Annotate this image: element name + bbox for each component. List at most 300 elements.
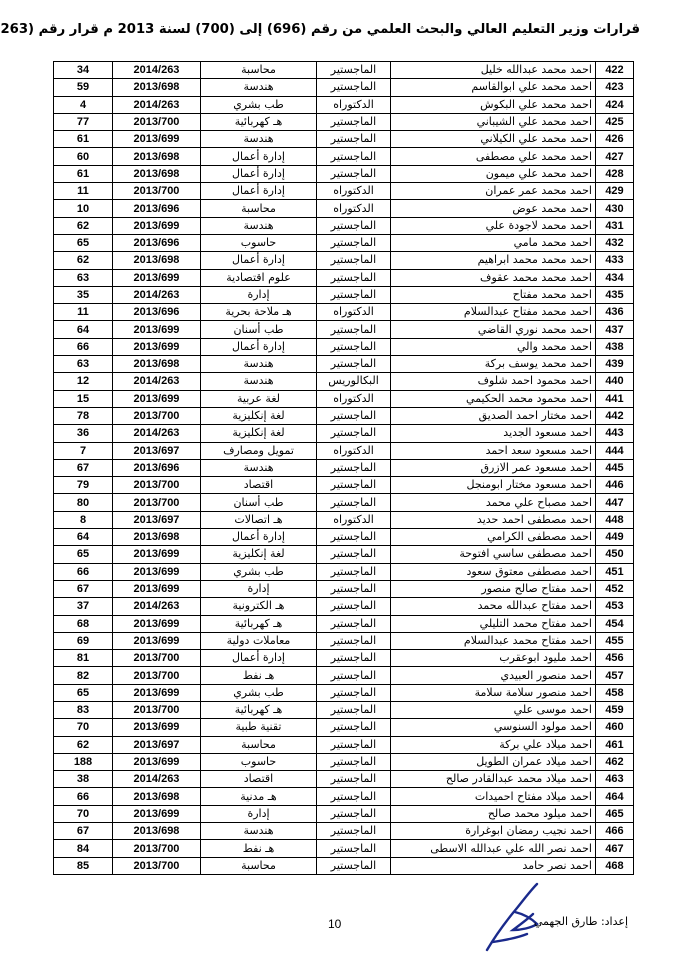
table-row (54, 788, 634, 805)
sequence-number-cell: 66 (54, 788, 113, 805)
table-row (54, 615, 634, 632)
row-number-cell: 448 (596, 511, 634, 528)
decision-number-cell: 2013/700 (113, 494, 201, 511)
student-name-cell: احمد محمد مفتاح (391, 286, 596, 303)
sequence-number-cell: 79 (54, 477, 113, 494)
table-row (54, 632, 634, 649)
specialization-cell: هندسة (201, 217, 317, 234)
degree-cell: الماجستير (317, 286, 391, 303)
sequence-number-cell: 34 (54, 62, 113, 79)
decision-number-cell: 2013/696 (113, 304, 201, 321)
student-name-cell: احمد محمد عمر عمران (391, 183, 596, 200)
specialization-cell: هندسة (201, 823, 317, 840)
specialization-cell: محاسبة (201, 736, 317, 753)
degree-cell: الماجستير (317, 840, 391, 857)
sequence-number-cell: 64 (54, 321, 113, 338)
student-name-cell: احمد ميلاد مفتاح احميدات (391, 788, 596, 805)
sequence-number-cell: 65 (54, 234, 113, 251)
table-row (54, 546, 634, 563)
degree-cell: الماجستير (317, 494, 391, 511)
degree-cell: الماجستير (317, 632, 391, 649)
table-row (54, 598, 634, 615)
degree-cell: الماجستير (317, 771, 391, 788)
row-number-cell: 446 (596, 477, 634, 494)
degree-cell: الدكتوراه (317, 96, 391, 113)
student-name-cell: احمد منصور العبيدي (391, 667, 596, 684)
student-name-cell: احمد محمد علي البكوش (391, 96, 596, 113)
degree-cell: الماجستير (317, 252, 391, 269)
row-number-cell: 452 (596, 580, 634, 597)
specialization-cell: هـ ملاحة بحرية (201, 304, 317, 321)
specialization-cell: هندسة (201, 79, 317, 96)
decision-number-cell: 2014/263 (113, 598, 201, 615)
row-number-cell: 464 (596, 788, 634, 805)
table-row (54, 252, 634, 269)
degree-cell: الماجستير (317, 650, 391, 667)
table-row (54, 269, 634, 286)
table-row (54, 753, 634, 770)
degree-cell: الدكتوراه (317, 442, 391, 459)
row-number-cell: 433 (596, 252, 634, 269)
specialization-cell: لغة إنكليزية (201, 425, 317, 442)
row-number-cell: 457 (596, 667, 634, 684)
degree-cell: الماجستير (317, 269, 391, 286)
sequence-number-cell: 7 (54, 442, 113, 459)
table-row (54, 200, 634, 217)
table-row (54, 183, 634, 200)
sequence-number-cell: 63 (54, 356, 113, 373)
decision-number-cell: 2013/697 (113, 442, 201, 459)
degree-cell: الدكتوراه (317, 304, 391, 321)
specialization-cell: إدارة أعمال (201, 650, 317, 667)
decision-number-cell: 2013/699 (113, 753, 201, 770)
table-row (54, 771, 634, 788)
decision-number-cell: 2013/698 (113, 165, 201, 182)
specialization-cell: إدارة أعمال (201, 183, 317, 200)
specialization-cell: هـ كهربائية (201, 615, 317, 632)
sequence-number-cell: 82 (54, 667, 113, 684)
specialization-cell: هندسة (201, 373, 317, 390)
decision-number-cell: 2014/263 (113, 373, 201, 390)
page-number: 10 (328, 917, 342, 931)
degree-cell: الماجستير (317, 148, 391, 165)
sequence-number-cell: 64 (54, 529, 113, 546)
degree-cell: الماجستير (317, 701, 391, 718)
table-row (54, 304, 634, 321)
row-number-cell: 445 (596, 459, 634, 476)
table-row (54, 494, 634, 511)
degree-cell: الماجستير (317, 131, 391, 148)
sequence-number-cell: 69 (54, 632, 113, 649)
sequence-number-cell: 85 (54, 857, 113, 874)
decision-number-cell: 2013/699 (113, 546, 201, 563)
decision-number-cell: 2013/698 (113, 823, 201, 840)
decision-number-cell: 2013/699 (113, 338, 201, 355)
sequence-number-cell: 68 (54, 615, 113, 632)
specialization-cell: تمويل ومصارف (201, 442, 317, 459)
degree-cell: الدكتوراه (317, 183, 391, 200)
sequence-number-cell: 8 (54, 511, 113, 528)
sequence-number-cell: 62 (54, 252, 113, 269)
table-row (54, 667, 634, 684)
sequence-number-cell: 78 (54, 407, 113, 424)
student-name-cell: احمد محمد محمد عقوف (391, 269, 596, 286)
decision-number-cell: 2013/699 (113, 615, 201, 632)
student-name-cell: احمد مصطفى الكرامي (391, 529, 596, 546)
student-name-cell: احمد محمد علي ابوالقاسم (391, 79, 596, 96)
degree-cell: الماجستير (317, 546, 391, 563)
degree-cell: الماجستير (317, 217, 391, 234)
degree-cell: الماجستير (317, 580, 391, 597)
table-row (54, 684, 634, 701)
row-number-cell: 462 (596, 753, 634, 770)
specialization-cell: هـ نفط (201, 667, 317, 684)
table-row (54, 719, 634, 736)
decision-number-cell: 2014/263 (113, 771, 201, 788)
sequence-number-cell: 59 (54, 79, 113, 96)
table-row (54, 390, 634, 407)
row-number-cell: 441 (596, 390, 634, 407)
decision-number-cell: 2013/700 (113, 113, 201, 130)
student-name-cell: احمد نصر حامد (391, 857, 596, 874)
degree-cell: الماجستير (317, 736, 391, 753)
student-name-cell: احمد مولود السنوسي (391, 719, 596, 736)
row-number-cell: 454 (596, 615, 634, 632)
student-name-cell: احمد محمد علي الشيباني (391, 113, 596, 130)
decision-number-cell: 2013/700 (113, 840, 201, 857)
student-name-cell: احمد محمود محمد الحكيمي (391, 390, 596, 407)
row-number-cell: 428 (596, 165, 634, 182)
row-number-cell: 427 (596, 148, 634, 165)
table-row (54, 580, 634, 597)
degree-cell: الماجستير (317, 529, 391, 546)
row-number-cell: 430 (596, 200, 634, 217)
degree-cell: الدكتوراه (317, 390, 391, 407)
row-number-cell: 434 (596, 269, 634, 286)
table-row (54, 701, 634, 718)
row-number-cell: 443 (596, 425, 634, 442)
sequence-number-cell: 60 (54, 148, 113, 165)
row-number-cell: 425 (596, 113, 634, 130)
table-row (54, 113, 634, 130)
decision-number-cell: 2013/697 (113, 736, 201, 753)
decision-number-cell: 2013/698 (113, 79, 201, 96)
student-name-cell: احمد محمد محمد ابراهيم (391, 252, 596, 269)
sequence-number-cell: 36 (54, 425, 113, 442)
degree-cell: الماجستير (317, 805, 391, 822)
table-row (54, 217, 634, 234)
decision-number-cell: 2013/699 (113, 805, 201, 822)
specialization-cell: اقتصاد (201, 771, 317, 788)
sequence-number-cell: 66 (54, 338, 113, 355)
degree-cell: الماجستير (317, 753, 391, 770)
row-number-cell: 455 (596, 632, 634, 649)
table-row (54, 857, 634, 874)
sequence-number-cell: 35 (54, 286, 113, 303)
row-number-cell: 432 (596, 234, 634, 251)
specialization-cell: محاسبة (201, 62, 317, 79)
table-row (54, 805, 634, 822)
table-row (54, 736, 634, 753)
table-row (54, 477, 634, 494)
sequence-number-cell: 62 (54, 736, 113, 753)
page-title: قرارات وزير التعليم العالي والبحث العلمي من رقم (696) إلى (700) لسنة 2013 م قرار رقم (263 (0, 22, 640, 37)
sequence-number-cell: 62 (54, 217, 113, 234)
row-number-cell: 465 (596, 805, 634, 822)
student-name-cell: احمد مفتاح محمد التليلي (391, 615, 596, 632)
row-number-cell: 444 (596, 442, 634, 459)
decision-number-cell: 2014/263 (113, 96, 201, 113)
specialization-cell: طب بشري (201, 684, 317, 701)
decision-number-cell: 2013/698 (113, 356, 201, 373)
student-name-cell: احمد ميلاد عمران الطويل (391, 753, 596, 770)
degree-cell: الماجستير (317, 857, 391, 874)
student-name-cell: احمد مصطفى معتوق سعود (391, 563, 596, 580)
table-row (54, 62, 634, 79)
sequence-number-cell: 67 (54, 823, 113, 840)
decision-number-cell: 2013/700 (113, 407, 201, 424)
row-number-cell: 451 (596, 563, 634, 580)
specialization-cell: هـ مدنية (201, 788, 317, 805)
specialization-cell: محاسبة (201, 857, 317, 874)
degree-cell: الماجستير (317, 79, 391, 96)
row-number-cell: 438 (596, 338, 634, 355)
row-number-cell: 440 (596, 373, 634, 390)
row-number-cell: 424 (596, 96, 634, 113)
specialization-cell: حاسوب (201, 753, 317, 770)
sequence-number-cell: 37 (54, 598, 113, 615)
sequence-number-cell: 188 (54, 753, 113, 770)
sequence-number-cell: 77 (54, 113, 113, 130)
sequence-number-cell: 70 (54, 805, 113, 822)
sequence-number-cell: 11 (54, 304, 113, 321)
student-name-cell: احمد مفتاح محمد عبدالسلام (391, 632, 596, 649)
table-row (54, 96, 634, 113)
sequence-number-cell: 61 (54, 165, 113, 182)
sequence-number-cell: 70 (54, 719, 113, 736)
specialization-cell: تقنية طبية (201, 719, 317, 736)
specialization-cell: علوم اقتصادية (201, 269, 317, 286)
decision-number-cell: 2013/698 (113, 788, 201, 805)
row-number-cell: 423 (596, 79, 634, 96)
row-number-cell: 460 (596, 719, 634, 736)
student-name-cell: احمد مسعود سعد احمد (391, 442, 596, 459)
specialization-cell: طب أسنان (201, 494, 317, 511)
degree-cell: الماجستير (317, 459, 391, 476)
degree-cell: الماجستير (317, 788, 391, 805)
degree-cell: الماجستير (317, 719, 391, 736)
specialization-cell: إدارة أعمال (201, 252, 317, 269)
student-name-cell: احمد محمد لاجودة علي (391, 217, 596, 234)
sequence-number-cell: 80 (54, 494, 113, 511)
degree-cell: الماجستير (317, 165, 391, 182)
table-row (54, 373, 634, 390)
student-name-cell: احمد محمود احمد شلوف (391, 373, 596, 390)
degree-cell: البكالوريس (317, 373, 391, 390)
student-name-cell: احمد نصر الله علي عبدالله الاسطى (391, 840, 596, 857)
student-name-cell: احمد مصباح علي محمد (391, 494, 596, 511)
table-row (54, 321, 634, 338)
specialization-cell: هـ اتصالات (201, 511, 317, 528)
sequence-number-cell: 15 (54, 390, 113, 407)
graduates-table (53, 61, 634, 875)
specialization-cell: إدارة أعمال (201, 529, 317, 546)
sequence-number-cell: 67 (54, 459, 113, 476)
specialization-cell: إدارة (201, 805, 317, 822)
specialization-cell: هـ الكترونية (201, 598, 317, 615)
student-name-cell: احمد محمد نوري القاضي (391, 321, 596, 338)
specialization-cell: إدارة أعمال (201, 148, 317, 165)
degree-cell: الماجستير (317, 563, 391, 580)
row-number-cell: 468 (596, 857, 634, 874)
prepared-by-label: إعداد: طارق الجهمي (533, 915, 628, 928)
student-name-cell: احمد محمد علي الكيلاني (391, 131, 596, 148)
sequence-number-cell: 65 (54, 546, 113, 563)
table-row (54, 407, 634, 424)
specialization-cell: حاسوب (201, 234, 317, 251)
student-name-cell: احمد نجيب رمضان ابوغرارة (391, 823, 596, 840)
degree-cell: الماجستير (317, 477, 391, 494)
degree-cell: الماجستير (317, 407, 391, 424)
student-name-cell: احمد محمد علي ميمون (391, 165, 596, 182)
row-number-cell: 447 (596, 494, 634, 511)
specialization-cell: لغة إنكليزية (201, 407, 317, 424)
degree-cell: الماجستير (317, 667, 391, 684)
degree-cell: الدكتوراه (317, 511, 391, 528)
specialization-cell: إدارة (201, 580, 317, 597)
decision-number-cell: 2013/696 (113, 459, 201, 476)
row-number-cell: 426 (596, 131, 634, 148)
decision-number-cell: 2013/699 (113, 217, 201, 234)
student-name-cell: احمد مفتاح عبدالله محمد (391, 598, 596, 615)
student-name-cell: احمد محمد مامي (391, 234, 596, 251)
student-name-cell: احمد مسعود مختار ابومنجل (391, 477, 596, 494)
sequence-number-cell: 65 (54, 684, 113, 701)
table-row (54, 563, 634, 580)
row-number-cell: 429 (596, 183, 634, 200)
specialization-cell: هندسة (201, 131, 317, 148)
student-name-cell: احمد محمد علي مصطفى (391, 148, 596, 165)
specialization-cell: لغة إنكليزية (201, 546, 317, 563)
degree-cell: الماجستير (317, 356, 391, 373)
row-number-cell: 439 (596, 356, 634, 373)
table-body (54, 62, 634, 875)
specialization-cell: طب بشري (201, 563, 317, 580)
table-row (54, 356, 634, 373)
degree-cell: الماجستير (317, 684, 391, 701)
row-number-cell: 458 (596, 684, 634, 701)
degree-cell: الدكتوراه (317, 200, 391, 217)
row-number-cell: 435 (596, 286, 634, 303)
degree-cell: الماجستير (317, 823, 391, 840)
degree-cell: الماجستير (317, 321, 391, 338)
specialization-cell: محاسبة (201, 200, 317, 217)
decision-number-cell: 2013/700 (113, 183, 201, 200)
student-name-cell: احمد موسى علي (391, 701, 596, 718)
specialization-cell: طب أسنان (201, 321, 317, 338)
specialization-cell: هندسة (201, 459, 317, 476)
row-number-cell: 422 (596, 62, 634, 79)
specialization-cell: لغة عربية (201, 390, 317, 407)
row-number-cell: 453 (596, 598, 634, 615)
row-number-cell: 431 (596, 217, 634, 234)
sequence-number-cell: 67 (54, 580, 113, 597)
table-row (54, 165, 634, 182)
specialization-cell: اقتصاد (201, 477, 317, 494)
decision-number-cell: 2013/697 (113, 511, 201, 528)
decision-number-cell: 2013/698 (113, 529, 201, 546)
student-name-cell: احمد محمد يوسف بركة (391, 356, 596, 373)
table-row (54, 234, 634, 251)
degree-cell: الماجستير (317, 338, 391, 355)
table-row (54, 650, 634, 667)
sequence-number-cell: 38 (54, 771, 113, 788)
student-name-cell: احمد ميلود محمد صالح (391, 805, 596, 822)
specialization-cell: طب بشري (201, 96, 317, 113)
table-row (54, 338, 634, 355)
student-name-cell: احمد مختار احمد الصديق (391, 407, 596, 424)
sequence-number-cell: 12 (54, 373, 113, 390)
sequence-number-cell: 83 (54, 701, 113, 718)
specialization-cell: معاملات دولية (201, 632, 317, 649)
sequence-number-cell: 66 (54, 563, 113, 580)
decision-number-cell: 2013/699 (113, 321, 201, 338)
table-row (54, 131, 634, 148)
row-number-cell: 437 (596, 321, 634, 338)
table-row (54, 459, 634, 476)
decision-number-cell: 2013/699 (113, 390, 201, 407)
decision-number-cell: 2013/698 (113, 252, 201, 269)
decision-number-cell: 2013/700 (113, 477, 201, 494)
degree-cell: الماجستير (317, 598, 391, 615)
row-number-cell: 463 (596, 771, 634, 788)
table-row (54, 823, 634, 840)
sequence-number-cell: 10 (54, 200, 113, 217)
degree-cell: الماجستير (317, 113, 391, 130)
decision-number-cell: 2013/700 (113, 701, 201, 718)
row-number-cell: 436 (596, 304, 634, 321)
specialization-cell: إدارة أعمال (201, 165, 317, 182)
student-name-cell: احمد محمد عوض (391, 200, 596, 217)
row-number-cell: 450 (596, 546, 634, 563)
row-number-cell: 456 (596, 650, 634, 667)
row-number-cell: 449 (596, 529, 634, 546)
specialization-cell: هـ نفط (201, 840, 317, 857)
decision-number-cell: 2013/699 (113, 719, 201, 736)
specialization-cell: إدارة أعمال (201, 338, 317, 355)
table-row (54, 442, 634, 459)
decision-number-cell: 2013/698 (113, 148, 201, 165)
table-row (54, 148, 634, 165)
decision-number-cell: 2013/699 (113, 632, 201, 649)
student-name-cell: احمد مصطفى احمد حديد (391, 511, 596, 528)
decision-number-cell: 2013/696 (113, 234, 201, 251)
decision-number-cell: 2013/700 (113, 667, 201, 684)
row-number-cell: 466 (596, 823, 634, 840)
table-row (54, 529, 634, 546)
student-name-cell: احمد مصطفى ساسي افتوحة (391, 546, 596, 563)
student-name-cell: احمد محمد والي (391, 338, 596, 355)
decision-number-cell: 2014/263 (113, 286, 201, 303)
table-row (54, 286, 634, 303)
student-name-cell: احمد مليود ابوعقرب (391, 650, 596, 667)
row-number-cell: 459 (596, 701, 634, 718)
decision-number-cell: 2013/699 (113, 131, 201, 148)
decision-number-cell: 2013/700 (113, 857, 201, 874)
sequence-number-cell: 81 (54, 650, 113, 667)
decision-number-cell: 2014/263 (113, 62, 201, 79)
sequence-number-cell: 61 (54, 131, 113, 148)
